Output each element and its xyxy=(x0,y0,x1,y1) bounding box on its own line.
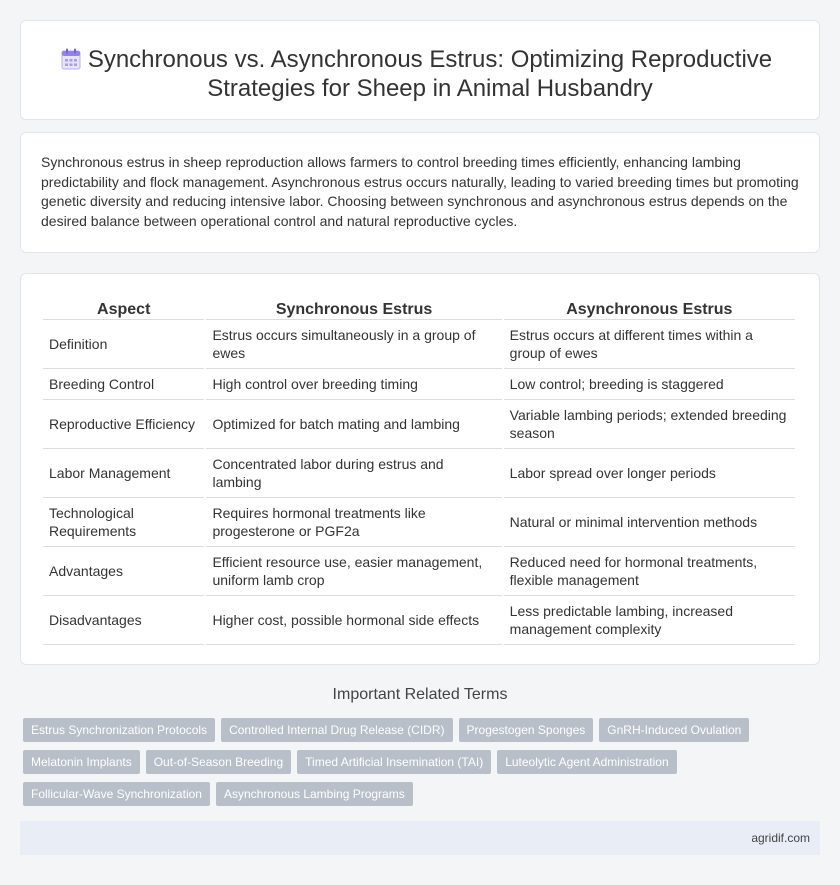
table-row xyxy=(43,547,795,596)
table-row xyxy=(43,498,795,547)
comparison-card xyxy=(20,273,820,665)
table-cell: Less predictable lambing, increased management complexity xyxy=(504,596,795,645)
related-term-tag[interactable]: Progestogen Sponges xyxy=(459,718,594,742)
related-term-tag[interactable]: Follicular-Wave Synchronization xyxy=(23,782,210,806)
intro-card xyxy=(20,132,820,253)
table-cell: Natural or minimal intervention methods xyxy=(504,498,795,547)
table-cell: Breeding Control xyxy=(43,369,204,400)
table-cell: Labor Management xyxy=(43,449,204,498)
table-cell: Reproductive Efficiency xyxy=(43,400,204,449)
related-term-tag[interactable]: Asynchronous Lambing Programs xyxy=(216,782,413,806)
table-cell: High control over breeding timing xyxy=(206,369,501,400)
footer xyxy=(20,821,820,855)
column-header-asynchronous: Asynchronous Estrus xyxy=(504,294,795,320)
table-cell: Estrus occurs at different times within a group of ewes xyxy=(504,320,795,369)
related-term-tag[interactable]: Estrus Synchronization Protocols xyxy=(23,718,215,742)
comparison-table xyxy=(41,294,797,645)
related-terms-heading: Important Related Terms xyxy=(332,686,508,703)
table-cell: Efficient resource use, easier management, uniform lamb crop xyxy=(206,547,501,596)
column-header-aspect: Aspect xyxy=(43,294,204,320)
intro-paragraph: Synchronous estrus in sheep reproduction allows farmers to control breeding times efficiently, enhancing lambing predictability and flock management. Asynchronous estrus occurs naturally, leading to varied breeding times but promoting genetic diversity and reducing intensive labor. Choosing between synchronous and asynchronous estrus depends on the desired balance between operational control and natural reproductive cycles. xyxy=(41,154,799,229)
page-title: Synchronous vs. Asynchronous Estrus: Optimizing Reproductive Strategies for Sheep in Animal Husbandry xyxy=(87,46,773,102)
table-cell: Disadvantages xyxy=(43,596,204,645)
related-term-tag[interactable]: GnRH-Induced Ovulation xyxy=(599,718,749,742)
table-cell: Concentrated labor during estrus and lambing xyxy=(206,449,501,498)
table-row xyxy=(43,369,795,400)
table-cell: Definition xyxy=(43,320,204,369)
title-card xyxy=(20,20,820,120)
related-term-tag[interactable]: Out-of-Season Breeding xyxy=(146,750,291,774)
table-cell: Labor spread over longer periods xyxy=(504,449,795,498)
table-header-row xyxy=(43,294,795,320)
table-row xyxy=(43,449,795,498)
related-terms-list xyxy=(23,718,823,806)
table-cell: Low control; breeding is staggered xyxy=(504,369,795,400)
table-cell: Advantages xyxy=(43,547,204,596)
footer-site-link[interactable]: agridif.com xyxy=(751,831,810,845)
table-row xyxy=(43,320,795,369)
table-cell: Reduced need for hormonal treatments, flexible management xyxy=(504,547,795,596)
table-row xyxy=(43,596,795,645)
table-cell: Higher cost, possible hormonal side effects xyxy=(206,596,501,645)
related-term-tag[interactable]: Luteolytic Agent Administration xyxy=(497,750,676,774)
table-cell: Estrus occurs simultaneously in a group of ewes xyxy=(206,320,501,369)
column-header-synchronous: Synchronous Estrus xyxy=(206,294,501,320)
related-term-tag[interactable]: Controlled Internal Drug Release (CIDR) xyxy=(221,718,452,742)
related-term-tag[interactable]: Timed Artificial Insemination (TAI) xyxy=(297,750,491,774)
table-cell: Technological Requirements xyxy=(43,498,204,547)
table-row xyxy=(43,400,795,449)
table-cell: Optimized for batch mating and lambing xyxy=(206,400,501,449)
table-cell: Variable lambing periods; extended breeding season xyxy=(504,400,795,449)
related-term-tag[interactable]: Melatonin Implants xyxy=(23,750,140,774)
table-cell: Requires hormonal treatments like progesterone or PGF2a xyxy=(206,498,501,547)
